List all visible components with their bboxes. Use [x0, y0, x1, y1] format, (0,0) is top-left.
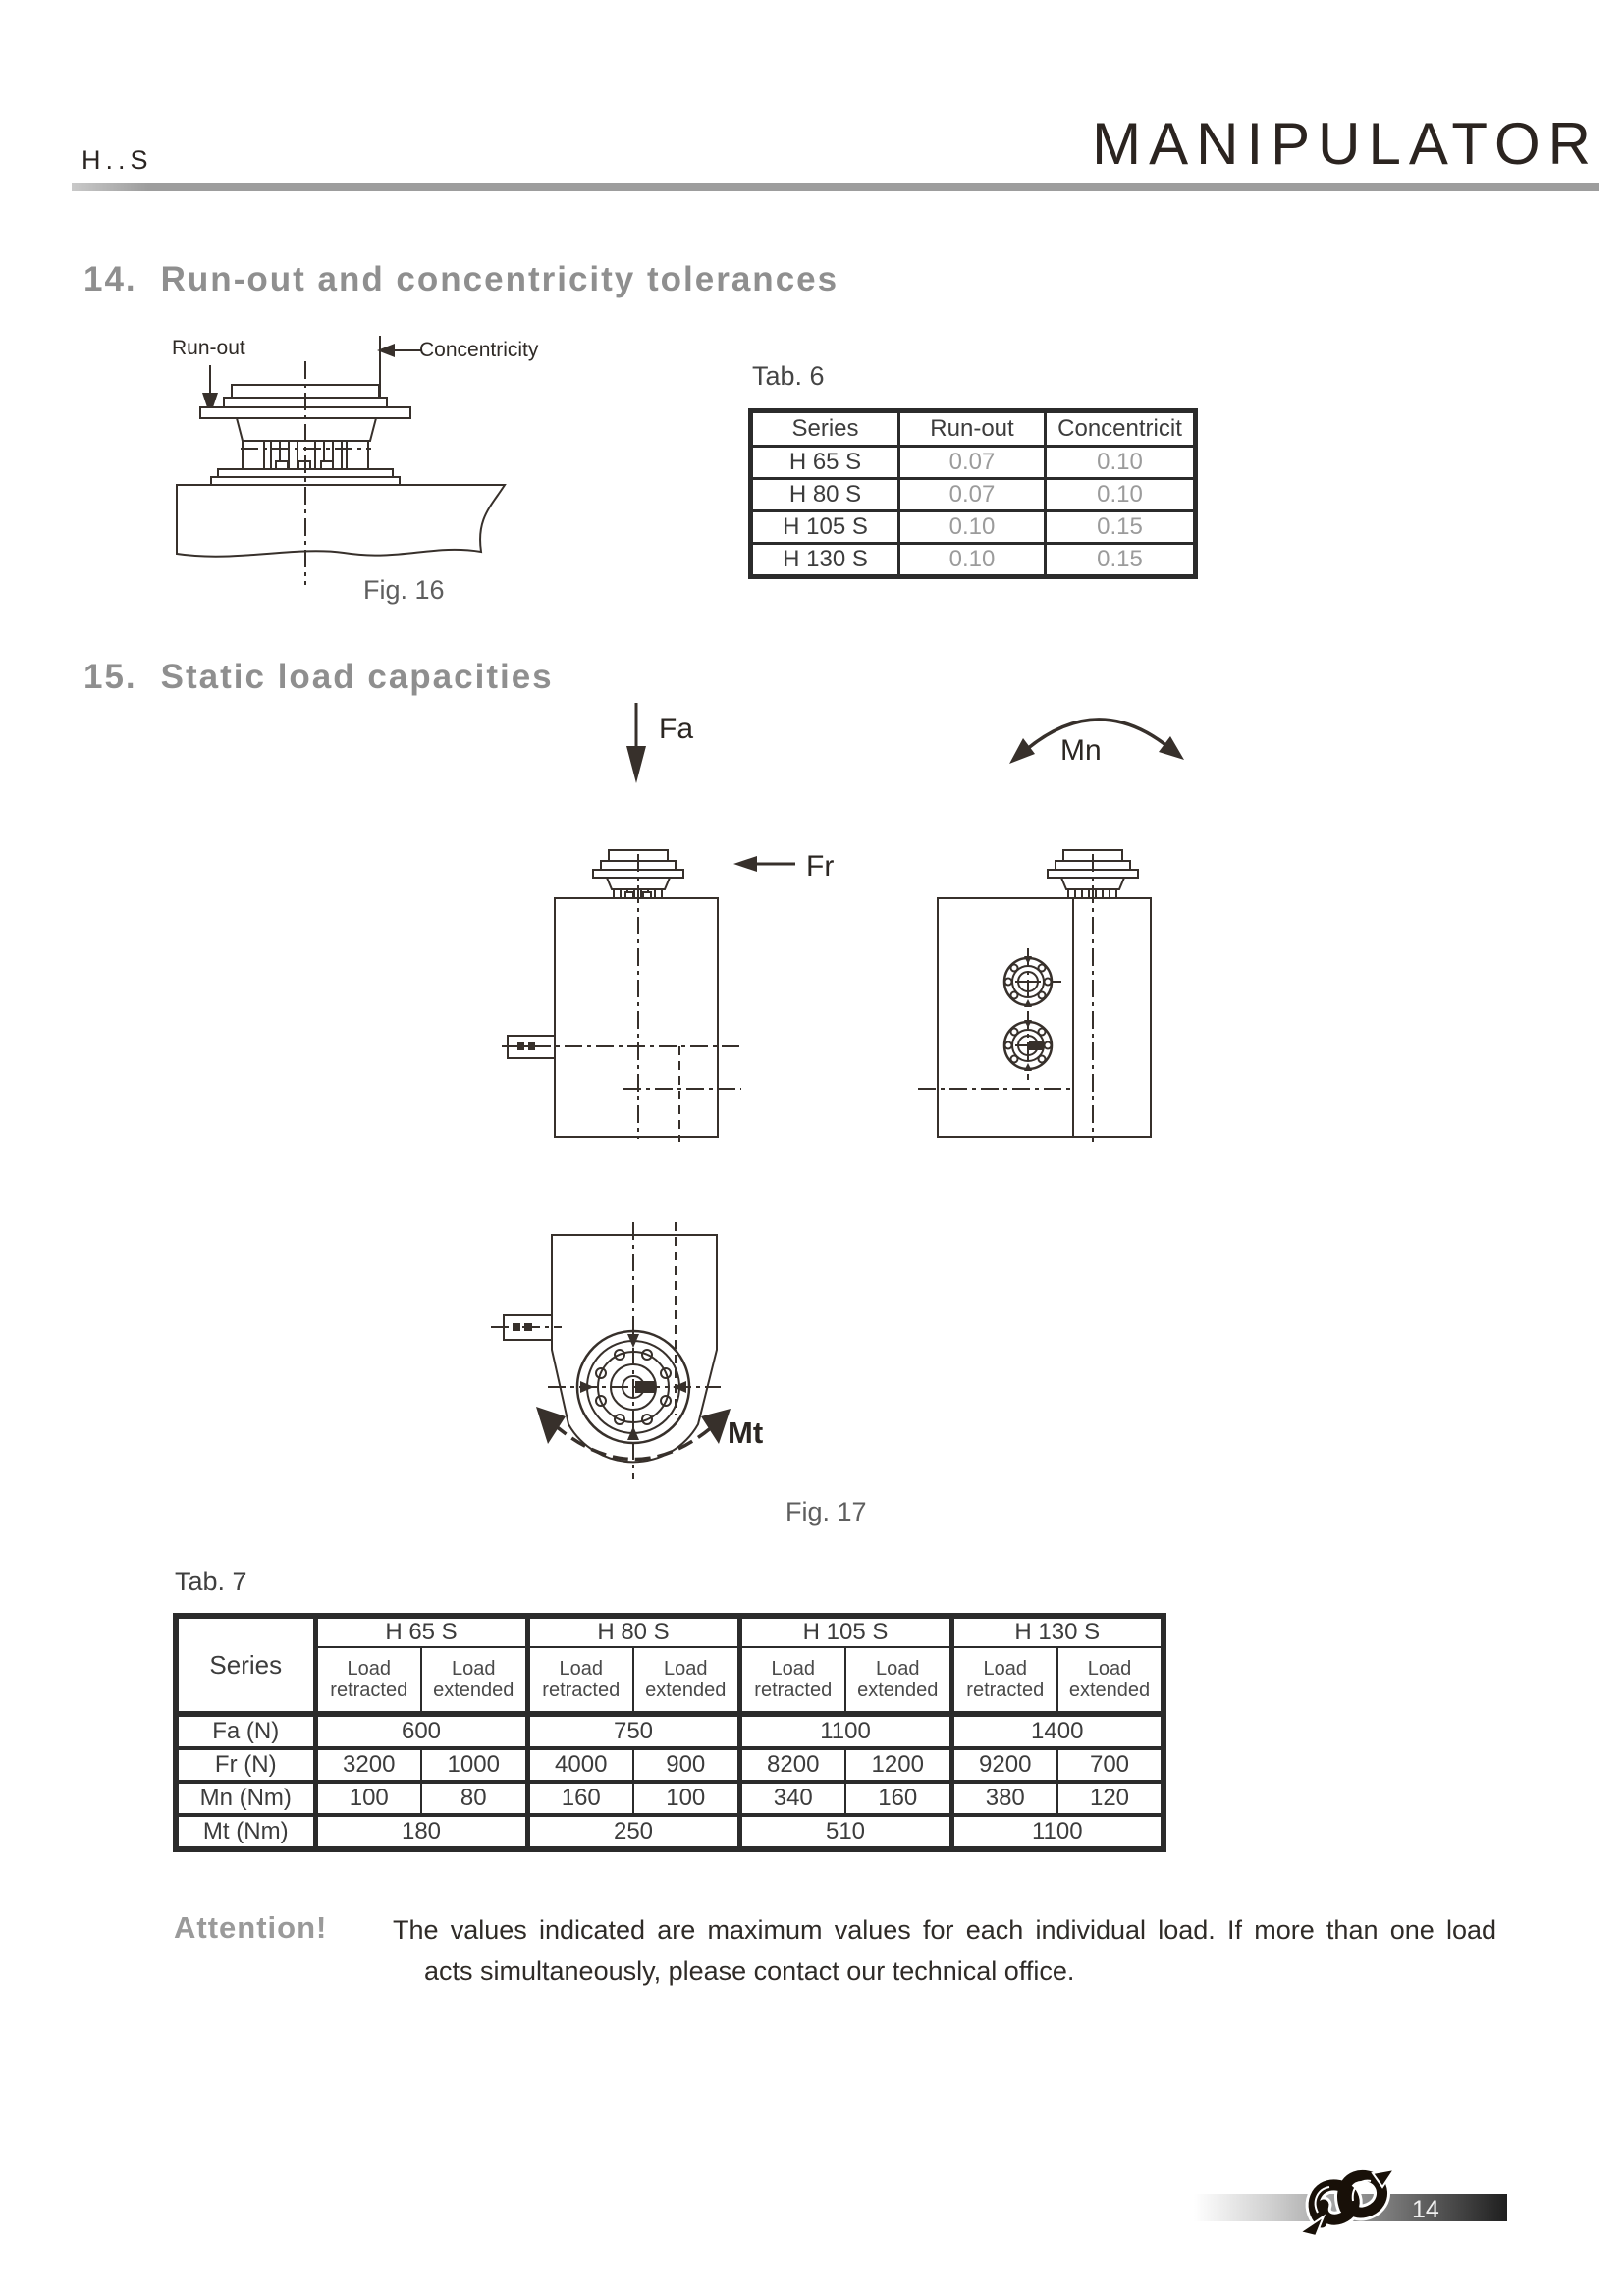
- table-row-mt: [176, 1815, 1164, 1849]
- section15-title-text: Static load capacities: [160, 658, 554, 696]
- attention-label: Attention!: [174, 1910, 328, 1945]
- table-row: [751, 544, 1196, 577]
- table-row: [751, 447, 1196, 479]
- group-h80s: H 80 S: [527, 1616, 739, 1647]
- subheader-word: extended: [645, 1680, 727, 1701]
- runout-cell: 0.10: [899, 511, 1046, 544]
- value-cell: 100: [315, 1782, 421, 1815]
- subheader-word: Load: [771, 1658, 815, 1680]
- row-label: Mn (Nm): [176, 1782, 315, 1815]
- subheader-load-retracted: [951, 1647, 1057, 1714]
- attention-text-line1: The values indicated are maximum values for each individual load. If more than one load: [393, 1915, 1496, 1945]
- subheader-word: retracted: [966, 1680, 1045, 1701]
- tab7-label: Tab. 7: [175, 1567, 247, 1596]
- value-cell: 600: [315, 1714, 527, 1748]
- table-header-row: [751, 411, 1196, 447]
- fig16-caption: Fig. 16: [363, 575, 445, 605]
- value-cell: 1100: [739, 1714, 951, 1748]
- series-cell: H 80 S: [751, 479, 899, 511]
- col-header-series: Series: [751, 411, 899, 447]
- series-header: Series: [176, 1616, 315, 1714]
- header-rule: [72, 183, 1599, 191]
- section15-number: 15.: [83, 658, 137, 696]
- model-code: H..S: [81, 145, 153, 175]
- fig17-caption: Fig. 17: [785, 1497, 867, 1526]
- group-header-row: [176, 1616, 1164, 1647]
- col-header-concentricity: Concentricit: [1046, 411, 1196, 447]
- fig17-bottom-view: [491, 1222, 785, 1517]
- runout-cell: 0.07: [899, 447, 1046, 479]
- group-h130s: H 130 S: [951, 1616, 1164, 1647]
- value-cell: 80: [421, 1782, 527, 1815]
- table-row-fr: [176, 1748, 1164, 1782]
- series-cell: H 105 S: [751, 511, 899, 544]
- value-cell: 510: [739, 1815, 951, 1849]
- subheader-word: Load: [1087, 1658, 1132, 1680]
- runout-cell: 0.10: [899, 544, 1046, 577]
- series-cell: H 130 S: [751, 544, 899, 577]
- fr-label: Fr: [806, 850, 835, 882]
- subheader-load-extended: [421, 1647, 527, 1714]
- section14-number: 14.: [83, 260, 137, 298]
- fa-arrow-icon: [621, 697, 660, 790]
- subheader-load-retracted: [315, 1647, 421, 1714]
- group-h65s: H 65 S: [315, 1616, 527, 1647]
- col-header-runout: Run-out: [899, 411, 1046, 447]
- row-label: Fr (N): [176, 1748, 315, 1782]
- subheader-load-retracted: [527, 1647, 633, 1714]
- value-cell: 380: [951, 1782, 1057, 1815]
- subheader-word: extended: [433, 1680, 514, 1701]
- row-label: Fa (N): [176, 1714, 315, 1748]
- table-row-fa: [176, 1714, 1164, 1748]
- table-row-mn: [176, 1782, 1164, 1815]
- value-cell: 160: [845, 1782, 951, 1815]
- subheader-load-extended: [1057, 1647, 1164, 1714]
- concentricity-cell: 0.10: [1046, 447, 1196, 479]
- tolerances-table: [748, 408, 1198, 579]
- subheader-word: retracted: [754, 1680, 833, 1701]
- section15-title: [83, 658, 554, 697]
- table-row: [751, 479, 1196, 511]
- subheader-word: Load: [347, 1658, 391, 1680]
- row-label: Mt (Nm): [176, 1815, 315, 1849]
- subheader-word: retracted: [542, 1680, 621, 1701]
- value-cell: 4000: [527, 1748, 633, 1782]
- subheader-load-extended: [845, 1647, 951, 1714]
- page-title: MANIPULATOR: [1092, 111, 1598, 177]
- runout-label: Run-out: [172, 337, 245, 359]
- subheader-word: retracted: [330, 1680, 408, 1701]
- value-cell: 1000: [421, 1748, 527, 1782]
- load-capacities-table: [173, 1613, 1166, 1852]
- section14-title: [83, 260, 839, 299]
- subheader-word: extended: [1068, 1680, 1151, 1701]
- attention-text-line2: acts simultaneously, please contact our technical office.: [424, 1956, 1075, 1986]
- concentricity-cell: 0.15: [1046, 511, 1196, 544]
- value-cell: 9200: [951, 1748, 1057, 1782]
- subheader-word: Load: [664, 1658, 708, 1680]
- subheader-word: Load: [559, 1658, 603, 1680]
- mn-label: Mn: [1060, 734, 1102, 767]
- subheader-word: extended: [857, 1680, 939, 1701]
- value-cell: 1200: [845, 1748, 951, 1782]
- value-cell: 900: [633, 1748, 739, 1782]
- subheader-load-extended: [633, 1647, 739, 1714]
- concentricity-cell: 0.10: [1046, 479, 1196, 511]
- mt-label: Mt: [728, 1415, 764, 1450]
- subheader-row: [176, 1647, 1164, 1714]
- value-cell: 340: [739, 1782, 845, 1815]
- subheader-word: Load: [983, 1658, 1027, 1680]
- concentricity-cell: 0.15: [1046, 544, 1196, 577]
- group-h105s: H 105 S: [739, 1616, 951, 1647]
- value-cell: 8200: [739, 1748, 845, 1782]
- series-cell: H 65 S: [751, 447, 899, 479]
- subheader-word: Load: [876, 1658, 920, 1680]
- page-number: 14: [1412, 2196, 1439, 2223]
- value-cell: 120: [1057, 1782, 1164, 1815]
- table-row: [751, 511, 1196, 544]
- fa-label: Fa: [659, 713, 694, 745]
- value-cell: 250: [527, 1815, 739, 1849]
- mt-arrow-right-icon: [701, 1409, 731, 1444]
- value-cell: 750: [527, 1714, 739, 1748]
- fr-arrow-icon: [733, 856, 757, 872]
- section14-title-text: Run-out and concentricity tolerances: [160, 260, 839, 298]
- value-cell: 100: [633, 1782, 739, 1815]
- runout-cell: 0.07: [899, 479, 1046, 511]
- value-cell: 160: [527, 1782, 633, 1815]
- fig17-upper-views: [496, 844, 1159, 1144]
- tab6-label: Tab. 6: [752, 361, 825, 391]
- value-cell: 180: [315, 1815, 527, 1849]
- value-cell: 1400: [951, 1714, 1164, 1748]
- concentricity-label: Concentricity: [419, 339, 539, 361]
- value-cell: 700: [1057, 1748, 1164, 1782]
- brand-logo-icon: [1292, 2162, 1400, 2240]
- value-cell: 3200: [315, 1748, 421, 1782]
- subheader-load-retracted: [739, 1647, 845, 1714]
- fig16-drawing: [137, 324, 609, 618]
- subheader-word: Load: [452, 1658, 496, 1680]
- value-cell: 1100: [951, 1815, 1164, 1849]
- mt-arrow-left-icon: [536, 1407, 566, 1444]
